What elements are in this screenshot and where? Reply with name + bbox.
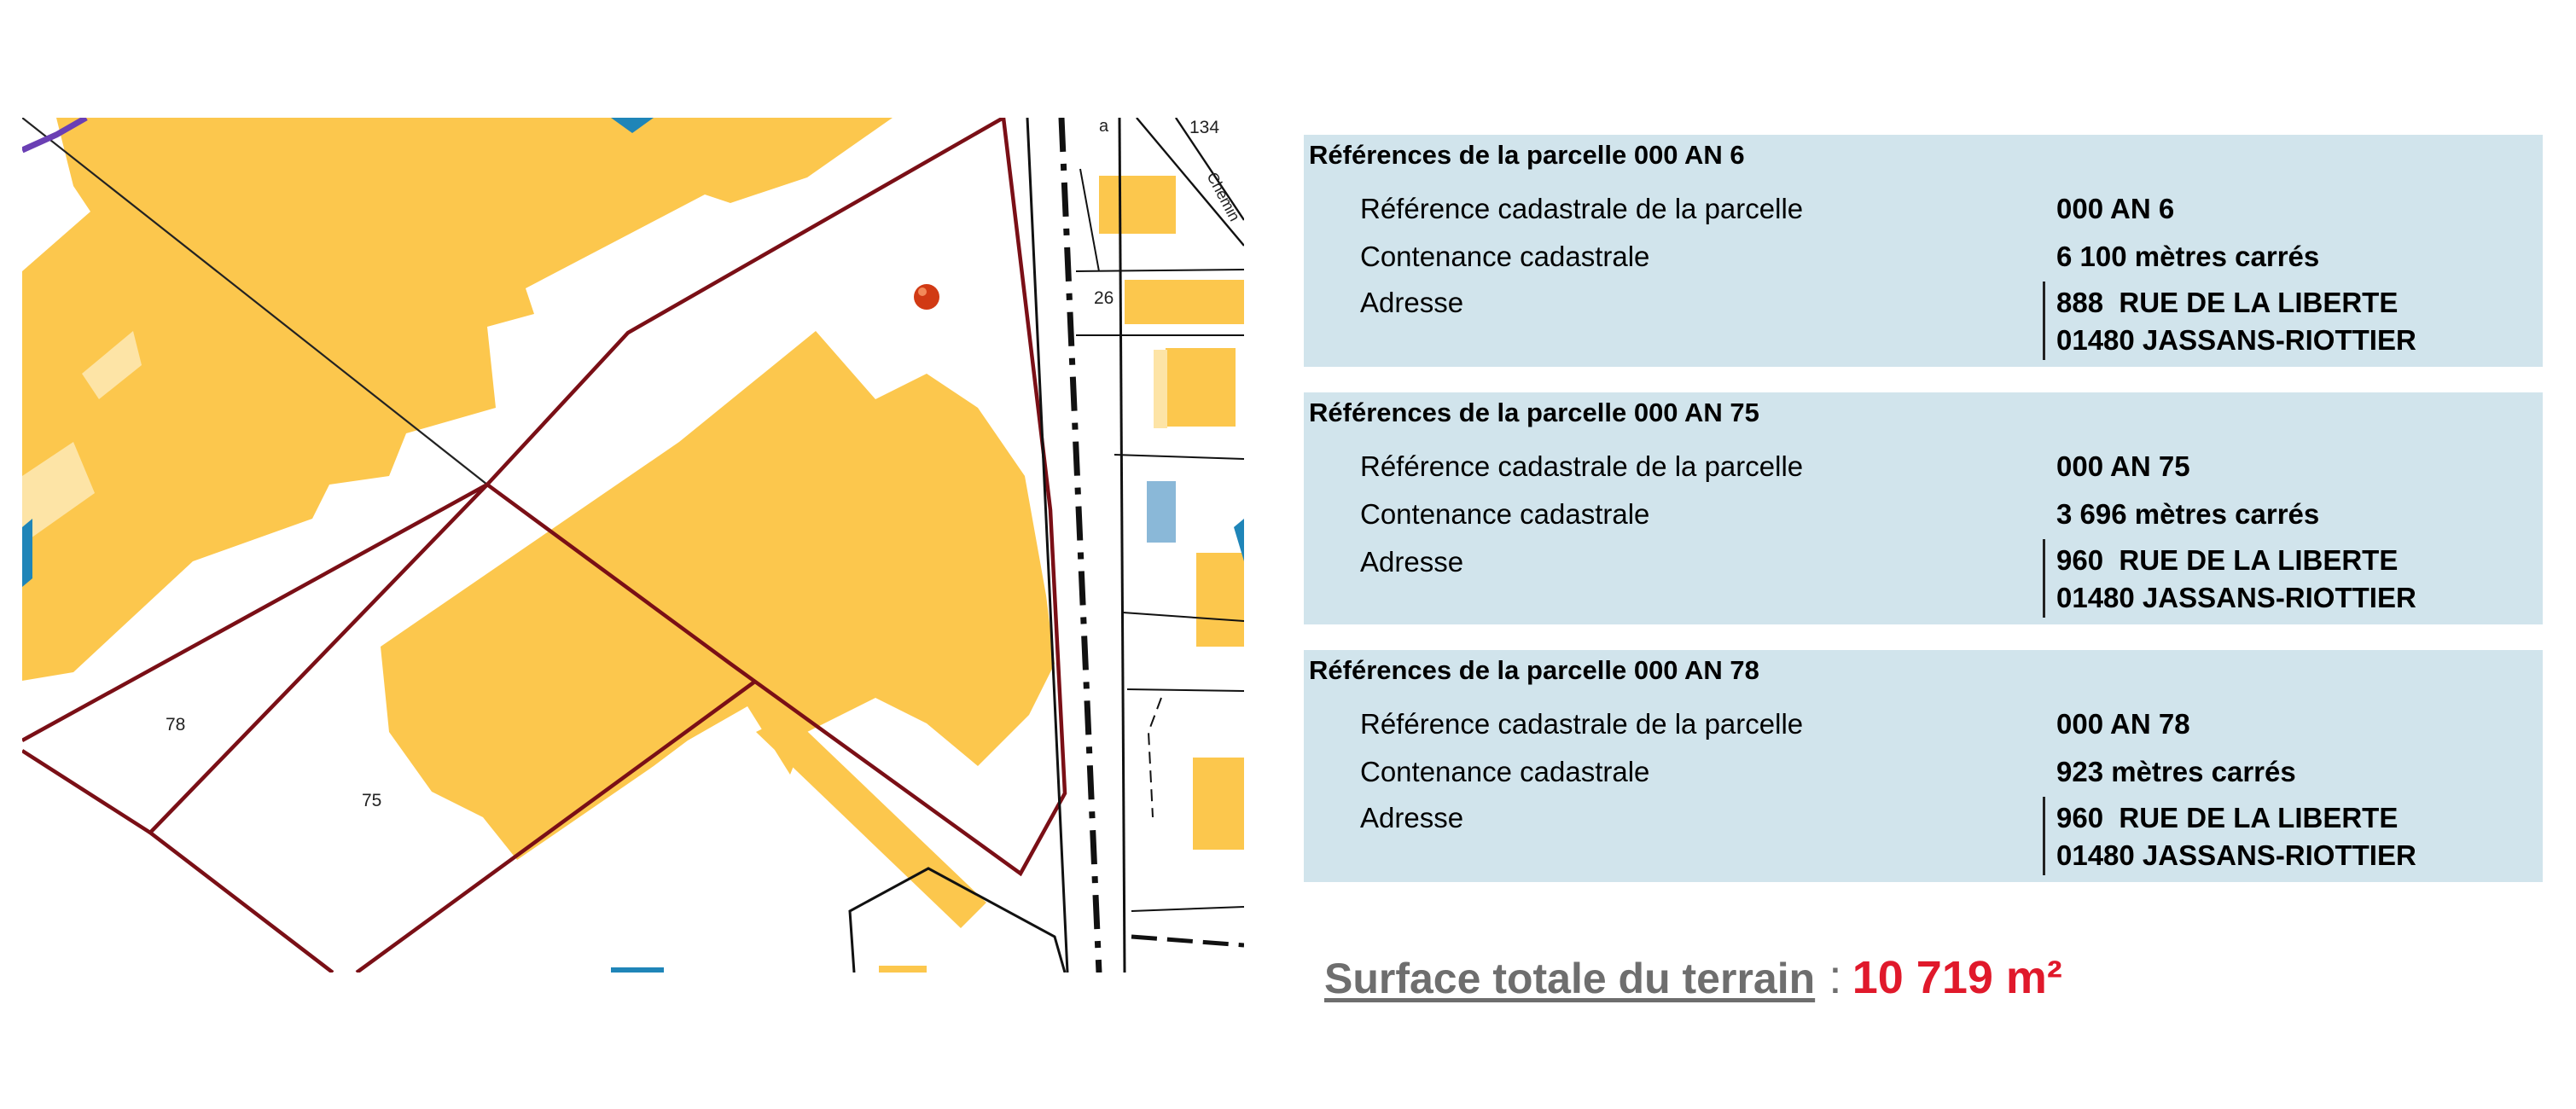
building-small: [1166, 348, 1236, 427]
cadastral-area-value: 6 100 mètres carrés: [2056, 241, 2320, 272]
parcel-card-an-78: [1304, 650, 2543, 882]
address-city: 01480 JASSANS-RIOTTIER: [2056, 839, 2416, 871]
blue-accent: [611, 967, 664, 973]
cadastral-area-value: 3 696 mètres carrés: [2056, 498, 2320, 530]
location-marker: [914, 284, 939, 310]
parcel-title: Références de la parcelle 000 AN 75: [1309, 398, 1759, 427]
cadastral-reference-value: 000 AN 75: [2056, 450, 2190, 482]
building-small: [1193, 758, 1244, 850]
cadastral-area-label: Contenance cadastrale: [1360, 241, 1650, 272]
address-label: Adresse: [1360, 802, 1464, 833]
address-street: 960 RUE DE LA LIBERTE: [2056, 544, 2399, 576]
cadastral-area-value: 923 mètres carrés: [2056, 756, 2296, 787]
road-number-134: 134: [1189, 118, 1220, 137]
cadastral-reference-value: 000 AN 78: [2056, 708, 2190, 740]
parcel-number-75: 75: [362, 791, 382, 810]
address-divider: [2043, 282, 2045, 360]
cadastral-reference-label: Référence cadastrale de la parcelle: [1360, 450, 1804, 482]
building-small: [1154, 350, 1167, 428]
total-surface-separator: :: [1829, 949, 1842, 1003]
parcel-title: Références de la parcelle 000 AN 6: [1309, 140, 1745, 170]
road-number-26: 26: [1094, 288, 1114, 308]
parcel-title: Références de la parcelle 000 AN 78: [1309, 655, 1759, 685]
location-marker-highlight: [918, 287, 927, 296]
address-label: Adresse: [1360, 287, 1464, 318]
address-street: 960 RUE DE LA LIBERTE: [2056, 802, 2399, 833]
parcel-card-an-6: [1304, 135, 2543, 367]
street-name-chemin: Chemin: [1203, 169, 1244, 224]
building-small: [1099, 176, 1176, 234]
address-divider: [2043, 539, 2045, 618]
blue-accent: [22, 519, 32, 587]
cadastral-reference-label: Référence cadastrale de la parcelle: [1360, 708, 1804, 740]
building-small: [1196, 553, 1244, 647]
address-street: 888 RUE DE LA LIBERTE: [2056, 287, 2399, 318]
cadastral-reference-value: 000 AN 6: [2056, 193, 2175, 224]
cadastral-map: [22, 118, 1244, 973]
address-label: Adresse: [1360, 546, 1464, 578]
cadastral-area-label: Contenance cadastrale: [1360, 756, 1650, 787]
address-city: 01480 JASSANS-RIOTTIER: [2056, 582, 2416, 613]
building-small: [879, 966, 927, 973]
cadastral-area-label: Contenance cadastrale: [1360, 498, 1650, 530]
address-city: 01480 JASSANS-RIOTTIER: [2056, 324, 2416, 356]
road-letter-a: a: [1099, 118, 1109, 136]
total-surface: [1324, 949, 2062, 1004]
parcel-number-78: 78: [166, 715, 186, 734]
total-surface-value: 10 719 m²: [1852, 952, 2062, 1003]
total-surface-label: Surface totale du terrain: [1324, 955, 1816, 1002]
parcel-card-an-75: [1304, 392, 2543, 624]
address-divider: [2043, 797, 2045, 875]
building-small: [1125, 280, 1244, 324]
cadastral-reference-label: Référence cadastrale de la parcelle: [1360, 193, 1804, 224]
cadastral-map-canvas: [22, 118, 1244, 973]
pool: [1147, 481, 1176, 543]
